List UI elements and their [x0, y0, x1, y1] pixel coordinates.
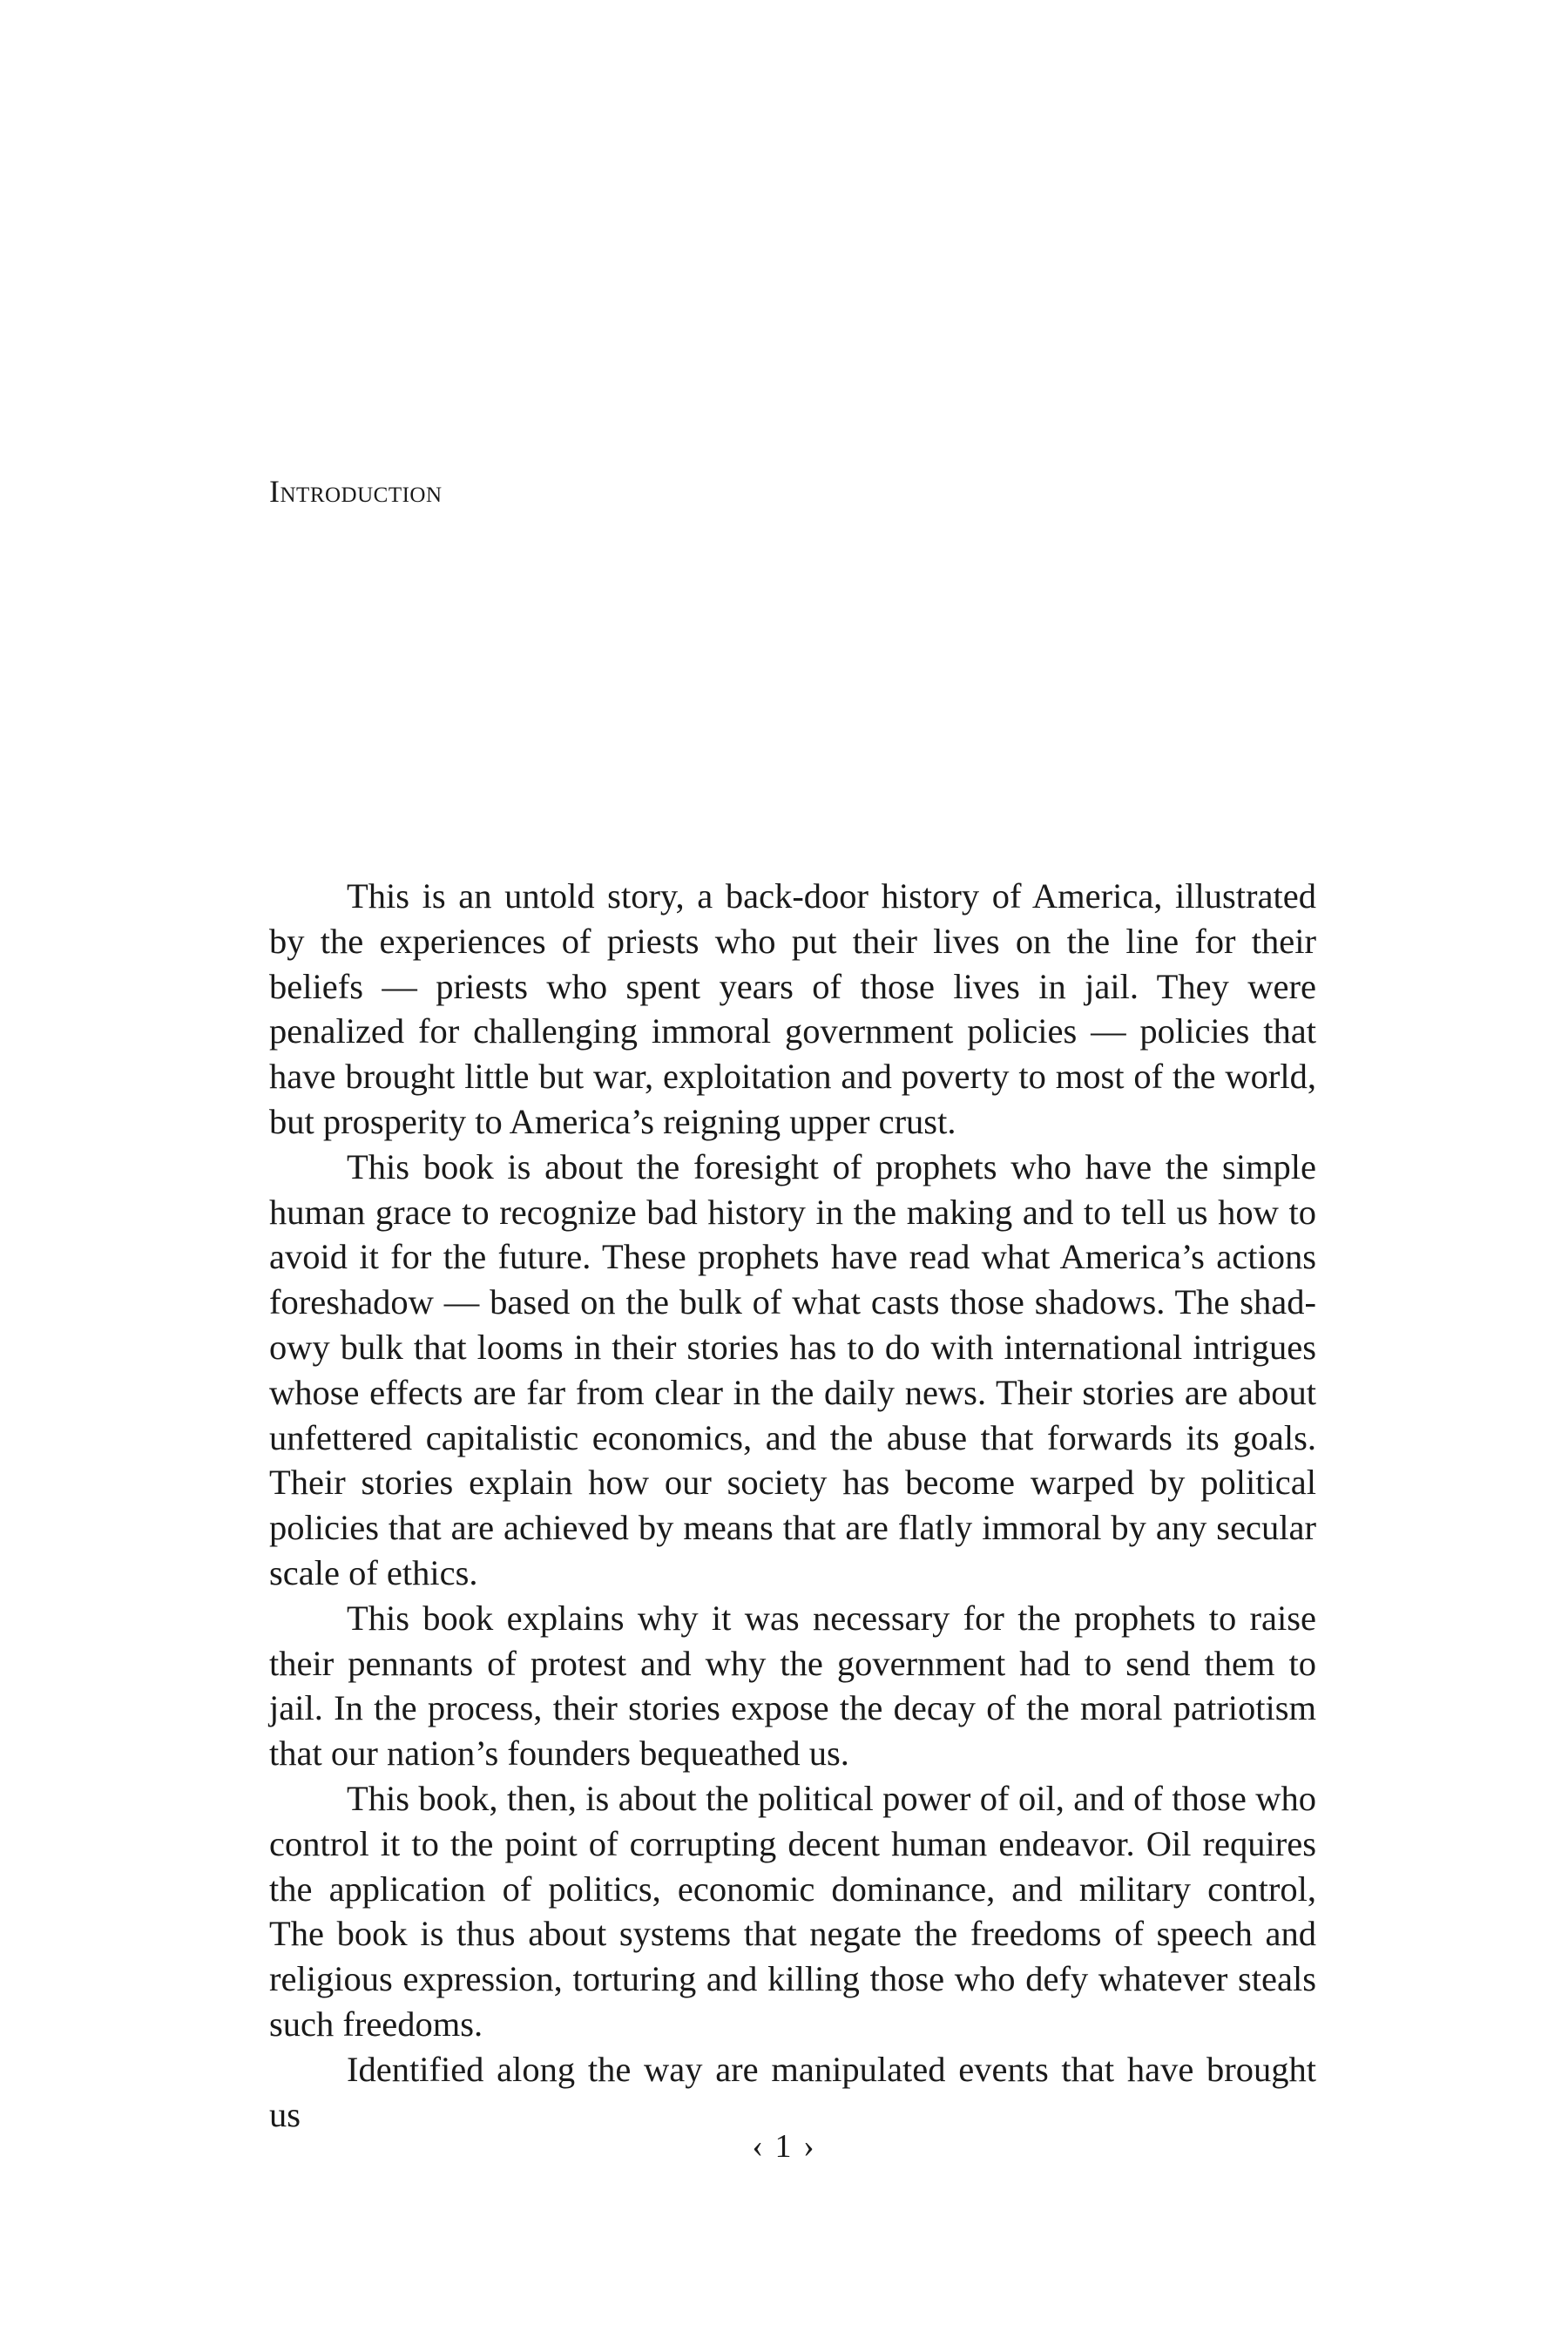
page-number: ‹ 1 ›: [752, 2128, 816, 2165]
paragraph: This book is about the foresight of prophets who have the simple human grace to recognize bad history in the making and to tell us how to avoid it for the future. These prophets have read what America’s actions foreshadow — based on the bulk of what casts those shadows. The shadowy bulk that looms in their stories has to do with international intrigues whose effects are far from clear in the daily news. Their stories are about unfettered capitalistic economics, and the abuse that forwards its goals. Their stories explain how our society has become warped by political policies that are achieved by means that are flatly immoral by any secular scale of ethics.: [269, 1146, 1316, 1592]
paragraph: Identified along the way are manipulated events that have brought us: [269, 2049, 1316, 2134]
paragraph: This book, then, is about the political power of oil, and of those who control it to the point of corrupting decent human endeavor. Oil requires the application of politics, economic dominance, and military control, The book is thus about systems that negate the freedoms of speech and religious expression, torturing and killing those who defy whatever steals such freedoms.: [269, 1778, 1316, 2044]
chapter-title: Introduction: [269, 474, 443, 509]
paragraph: This is an untold story, a back-door history of America, illustrated by the experiences of priests who put their lives on the line for their beliefs — priests who spent years of those lives in jail. They were penalized for challenging immoral government policies — policies that have brought little but war, exploitation and poverty to most of the world, but prosperity to America’s reigning upper crust.: [269, 876, 1316, 1141]
body-text: [269, 874, 1316, 2137]
paragraph: This book explains why it was necessary for the prophets to raise their pennants of protest and why the government had to send them to jail. In the process, their stories expose the decay of the moral patriotism that our nation’s founders bequeathed us.: [269, 1598, 1316, 1774]
